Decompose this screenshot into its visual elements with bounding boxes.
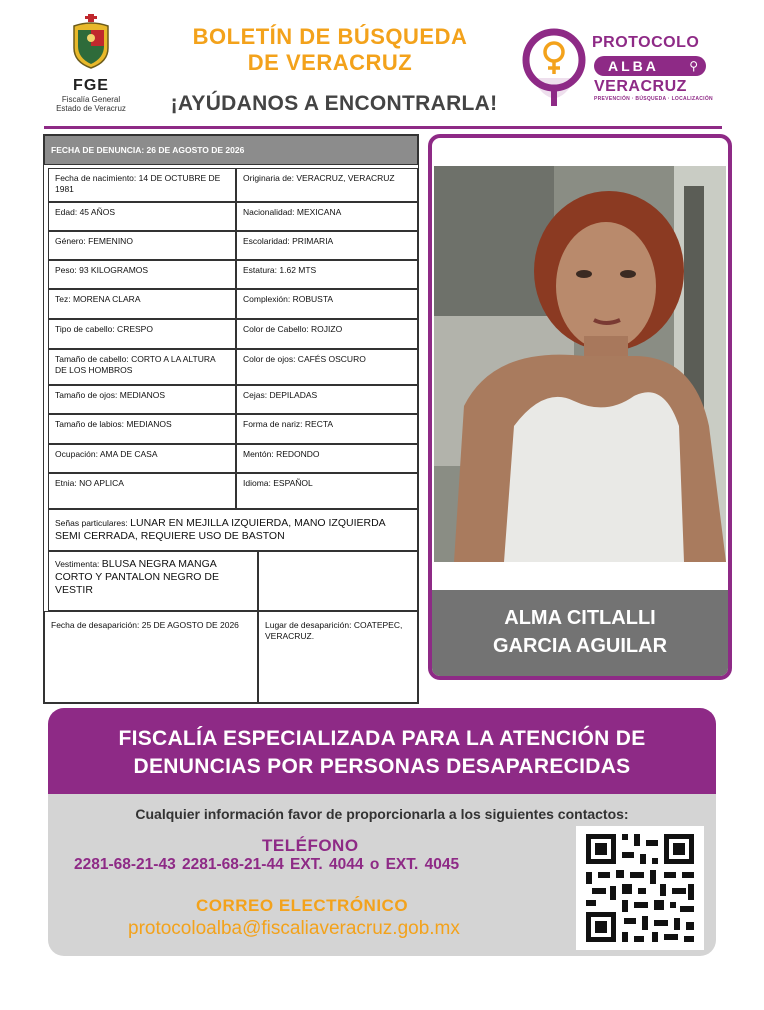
person-name	[432, 590, 728, 676]
distinguishing-marks	[48, 509, 418, 551]
table-cell-left: Tamaño de ojos: MEDIANOS	[48, 385, 236, 414]
table-cell-right: Mentón: REDONDO	[236, 444, 418, 473]
phone-label: TELÉFONO	[262, 836, 359, 855]
table-cell-left: Ocupación: AMA DE CASA	[48, 444, 236, 473]
page-title	[140, 24, 520, 76]
protocol-pill	[594, 56, 706, 76]
fge-logo	[52, 14, 130, 118]
personal-data-table	[43, 134, 419, 704]
name-line-2: GARCIA AGUILAR	[492, 635, 668, 657]
table-cell-right: Nacionalidad: MEXICANA	[236, 202, 418, 231]
protocol-tagline: PREVENCIÓN · BÚSQUEDA · LOCALIZACIÓN	[594, 96, 713, 102]
agency-short: FGE	[73, 77, 109, 94]
agency-name-2: Estado de Veracruz	[56, 104, 126, 113]
title-line-2: DE VERACRUZ	[247, 50, 413, 75]
protocol-line-1: PROTOCOLO	[592, 34, 700, 51]
missing-person-photo	[434, 166, 726, 562]
clothing-value: BLUSA NEGRA MANGA CORTO Y PANTALON NEGRO DE VESTIR	[55, 558, 219, 596]
name-line-1: ALMA CITLALLI	[504, 607, 656, 629]
missing-date: Fecha de desaparición: 25 DE AGOSTO DE 2026	[44, 611, 258, 703]
email-label: CORREO ELECTRÓNICO	[196, 896, 409, 915]
subtitle: ¡AYÚDANOS A ENCONTRARLA!	[170, 92, 498, 115]
clothing	[48, 551, 258, 611]
agency-name-1: Fiscalía General	[61, 95, 121, 104]
clothing-empty-cell	[258, 551, 418, 611]
table-cell-left: Género: FEMENINO	[48, 231, 236, 260]
table-cell-right: Color de Cabello: ROJIZO	[236, 319, 418, 349]
banner-line-1: FISCALÍA ESPECIALIZADA PARA LA ATENCIÓN DE	[118, 727, 646, 750]
table-cell-right: Estatura: 1.62 MTS	[236, 260, 418, 289]
table-cell-right: Complexión: ROBUSTA	[236, 289, 418, 319]
banner-line-2: DENUNCIAS POR PERSONAS DESAPARECIDAS	[133, 755, 631, 778]
table-cell-right: Escolaridad: PRIMARIA	[236, 231, 418, 260]
table-cell-left: Tipo de cabello: CRESPO	[48, 319, 236, 349]
marks-value: LUNAR EN MEJILLA IZQUIERDA, MANO IZQUIERDA SEMI CERRADA, REQUIERE USO DE BASTON	[55, 517, 386, 542]
table-cell-left: Tez: MORENA CLARA	[48, 289, 236, 319]
report-date: FECHA DE DENUNCIA: 26 DE AGOSTO DE 2026	[44, 135, 418, 165]
table-cell-left: Tamaño de cabello: CORTO A LA ALTURA DE LOS HOMBROS	[48, 349, 236, 385]
table-cell-right: Idioma: ESPAÑOL	[236, 473, 418, 509]
search-icon: ⚲	[689, 59, 698, 73]
missing-place: Lugar de desaparición: COATEPEC, VERACRUZ.	[258, 611, 418, 703]
table-cell-left: Peso: 93 KILOGRAMOS	[48, 260, 236, 289]
coat-of-arms-icon	[68, 14, 114, 70]
phone-numbers[interactable]: 2281-68-21-43 2281-68-21-44 EXT. 4044 o EXT. 4045	[74, 856, 460, 873]
qr-code-icon[interactable]	[576, 826, 704, 950]
agency-banner	[48, 708, 716, 794]
clothing-label: Vestimenta:	[55, 559, 100, 569]
table-cell-left: Edad: 45 AÑOS	[48, 202, 236, 231]
protocol-line-2: VERACRUZ	[594, 78, 687, 95]
marks-label: Señas particulares:	[55, 518, 128, 528]
contact-info-text: Cualquier información favor de proporcionarla a los siguientes contactos:	[135, 806, 629, 822]
table-cell-right: Originaria de: VERACRUZ, VERACRUZ	[236, 168, 418, 202]
protocol-pill-label: ALBA	[608, 58, 659, 74]
table-cell-left: Etnia: NO APLICA	[48, 473, 236, 509]
table-cell-left: Tamaño de labios: MEDIANOS	[48, 414, 236, 444]
title-line-1: BOLETÍN DE BÚSQUEDA	[192, 24, 468, 49]
table-cell-right: Cejas: DEPILADAS	[236, 385, 418, 414]
header-divider	[44, 126, 722, 129]
table-cell-right: Forma de nariz: RECTA	[236, 414, 418, 444]
table-cell-right: Color de ojos: CAFÉS OSCURO	[236, 349, 418, 385]
table-cell-left: Fecha de nacimiento: 14 DE OCTUBRE DE 1981	[48, 168, 236, 202]
email-link[interactable]: protocoloalba@fiscaliaveracruz.gob.mx	[128, 918, 460, 939]
